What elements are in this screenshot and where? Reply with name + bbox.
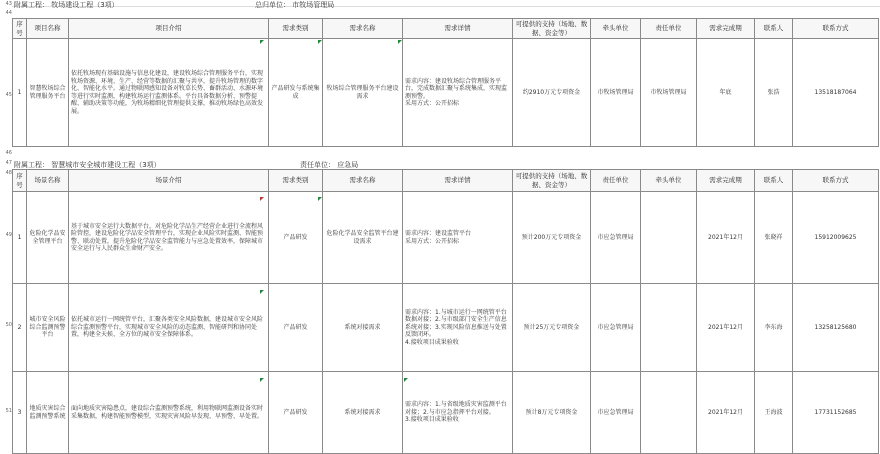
cell-support[interactable]: 预计25万元专项资金 xyxy=(513,284,591,372)
header-cell[interactable]: 牵头单位 xyxy=(641,170,697,192)
cell-name[interactable]: 智慧牧场综合管理服务平台 xyxy=(27,39,69,147)
cell-intro[interactable]: 基于城市安全运行大数据平台，对危险化学品生产经营企业进行全流程风险管控，建设危险化学品安全管理平台，实现企业风险实时监测、智能预警、联动处置，提升危险化学品安全监管能力与应急处置效率，保障城市安全运行与人民群众生命财产安全。 xyxy=(69,192,269,284)
cell-phone[interactable]: 13258125680 xyxy=(793,284,879,372)
header-cell[interactable]: 可提供的支持（场地、数据、资金等） xyxy=(513,170,591,192)
cell-deadline[interactable]: 2021年12月 xyxy=(697,372,755,454)
detail-line: 需求内容：建设监管平台 xyxy=(405,230,472,237)
cell-deadline[interactable]: 年底 xyxy=(697,39,755,147)
cell-detail[interactable] xyxy=(403,192,513,284)
header-cell[interactable]: 序号 xyxy=(13,19,27,39)
cell-support[interactable]: 预计8万元专项资金 xyxy=(513,372,591,454)
cell-name[interactable]: 地质灾害综合监测预警系统 xyxy=(27,372,69,454)
cell-phone[interactable]: 15912009625 xyxy=(793,192,879,284)
cell-contact[interactable]: 张浩 xyxy=(755,39,793,147)
cell-contact[interactable]: 王海波 xyxy=(755,372,793,454)
detail-line: 采用方式：公开招标 xyxy=(405,237,460,245)
cell-comment-marker[interactable] xyxy=(260,290,264,294)
cell-category[interactable]: 产品研发 xyxy=(269,284,323,372)
cell-comment-marker[interactable] xyxy=(404,378,408,382)
cell-req-name[interactable]: 系统对接需求 xyxy=(323,284,403,372)
header-cell[interactable]: 需求名称 xyxy=(323,19,403,39)
header-cell[interactable]: 需求详情 xyxy=(403,170,513,192)
header-cell[interactable]: 需求类别 xyxy=(269,19,323,39)
cell-resp[interactable]: 市应急管理局 xyxy=(591,192,641,284)
cell-req-name[interactable]: 系统对接需求 xyxy=(323,372,403,454)
header-row xyxy=(13,170,879,192)
row-number: 48 xyxy=(5,170,12,176)
cell-comment-marker[interactable] xyxy=(398,40,402,44)
detail-line: 需求内容：1.与省级地质灾害监测平台对接；2.与市应急指挥平台对接。 xyxy=(405,401,507,416)
table-row xyxy=(13,192,879,284)
cell-intro[interactable]: 面向地质灾害隐患点，建设综合监测预警系统，利用物联网监测设备实时采集数据，构建智能预警模型，实现灾害风险早发现、早预警、早处置。 xyxy=(69,372,269,454)
detail-line: 3.接收项目成果验收 xyxy=(405,416,459,424)
row-number: 43 xyxy=(5,1,12,7)
header-cell[interactable]: 场景名称 xyxy=(27,170,69,192)
header-cell[interactable]: 需求完成期 xyxy=(697,170,755,192)
table-row xyxy=(13,39,879,147)
cell-phone[interactable]: 17731152685 xyxy=(793,372,879,454)
section-title-top: 附属工程： 牧场建设工程（3项） xyxy=(14,1,119,9)
header-cell[interactable]: 需求名称 xyxy=(323,170,403,192)
cell-req-name[interactable]: 牧场综合管理服务平台建设需求 xyxy=(323,39,403,147)
cell-phone[interactable]: 13518187064 xyxy=(793,39,879,147)
section-unit-top: 总归单位： 市牧场管理局 xyxy=(255,1,335,9)
cell-comment-marker[interactable] xyxy=(318,197,322,201)
section-unit: 责任单位： 应急局 xyxy=(300,161,359,169)
row-number: 44 xyxy=(5,10,12,16)
cell-category[interactable]: 产品研发 xyxy=(269,192,323,284)
header-cell[interactable]: 序号 xyxy=(13,170,27,192)
row-number: 47 xyxy=(5,160,12,166)
cell-lead[interactable]: 市牧场管理局 xyxy=(591,39,641,147)
table-section-1 xyxy=(12,18,879,147)
header-cell[interactable]: 联系方式 xyxy=(793,19,879,39)
cell-comment-marker[interactable] xyxy=(318,40,322,44)
cell-seq[interactable]: 1 xyxy=(13,39,27,147)
cell-resp[interactable]: 市应急管理局 xyxy=(591,372,641,454)
cell-name[interactable]: 危险化学品安全管理平台 xyxy=(27,192,69,284)
cell-seq[interactable]: 2 xyxy=(13,284,27,372)
row-number: 45 xyxy=(5,92,12,98)
row-number: 49 xyxy=(5,232,12,238)
cell-category[interactable]: 产品研发 xyxy=(269,372,323,454)
table-row xyxy=(13,284,879,372)
cell-name[interactable]: 城市安全风险综合监测预警平台 xyxy=(27,284,69,372)
header-cell[interactable]: 责任单位 xyxy=(591,170,641,192)
cell-deadline[interactable]: 2021年12月 xyxy=(697,284,755,372)
header-row xyxy=(13,19,879,39)
cell-comment-marker[interactable] xyxy=(260,40,264,44)
header-cell[interactable]: 项目介绍 xyxy=(69,19,269,39)
header-cell[interactable]: 可提供的支持（场地、数据、资金等） xyxy=(513,19,591,39)
header-cell[interactable]: 需求完成期 xyxy=(697,19,755,39)
cell-lead[interactable] xyxy=(641,192,697,284)
row-number: 46 xyxy=(5,150,12,156)
cell-category[interactable]: 产品研发与系统集成 xyxy=(269,39,323,147)
cell-seq[interactable]: 1 xyxy=(13,192,27,284)
header-cell[interactable]: 联系人 xyxy=(755,19,793,39)
cell-req-name[interactable]: 危险化学品安全监管平台建设需求 xyxy=(323,192,403,284)
row-number: 51 xyxy=(5,408,12,414)
header-cell[interactable]: 场景介绍 xyxy=(69,170,269,192)
cell-resp[interactable]: 市应急管理局 xyxy=(591,284,641,372)
cell-detail[interactable] xyxy=(403,39,513,147)
cell-contact[interactable]: 张晓祥 xyxy=(755,192,793,284)
header-cell[interactable]: 联系人 xyxy=(755,170,793,192)
cell-seq[interactable]: 3 xyxy=(13,372,27,454)
cell-detail[interactable] xyxy=(403,372,513,454)
header-cell[interactable]: 责任单位 xyxy=(641,19,697,39)
header-cell[interactable]: 牵头单位 xyxy=(591,19,641,39)
cell-contact[interactable]: 李东海 xyxy=(755,284,793,372)
detail-line: 需求内容：1.与城市运行一网统管平台数据对接；2.与市级部门安全生产信息系统对接；3.实现风险信息推送与处置反馈闭环。 xyxy=(405,308,507,339)
cell-resp[interactable]: 市牧场管理局 xyxy=(641,39,697,147)
table-row xyxy=(13,372,879,454)
header-cell[interactable]: 联系方式 xyxy=(793,170,879,192)
cell-lead[interactable] xyxy=(641,284,697,372)
cell-comment-marker[interactable] xyxy=(260,378,264,382)
section-title: 附属工程： 智慧城市安全城市建设工程（3项） xyxy=(14,161,161,169)
cell-detail[interactable] xyxy=(403,284,513,372)
cell-lead[interactable] xyxy=(641,372,697,454)
cell-comment-marker[interactable] xyxy=(260,197,264,201)
frozen-top-border xyxy=(12,0,880,7)
detail-line: 需求内容：建设牧场综合管理服务平台，完成数据汇聚与系统集成，实现监测预警。 xyxy=(405,77,508,100)
header-cell[interactable]: 需求详情 xyxy=(403,19,513,39)
header-cell[interactable]: 项目名称 xyxy=(27,19,69,39)
cell-intro[interactable]: 依托城市运行一网统管平台，汇聚各类安全风险数据，建设城市安全风险综合监测预警平台，实现城市安全风险的动态监测、智能研判和协同处置，构建全天候、全方位的城市安全保障体系。 xyxy=(69,284,269,372)
cell-deadline[interactable]: 2021年12月 xyxy=(697,192,755,284)
row-number: 50 xyxy=(5,322,12,328)
cell-support[interactable]: 预计200万元专项资金 xyxy=(513,192,591,284)
detail-line: 采用方式：公开招标 xyxy=(405,100,460,107)
detail-line: 4.接收项目成果验收 xyxy=(405,338,459,346)
cell-support[interactable]: 约2910万元专项资金 xyxy=(513,39,591,147)
cell-intro[interactable]: 依托牧场现有基础设施与信息化建设，建设牧场综合管理服务平台，实现牧场资源、环境、生产、经营等数据的汇聚与共享，提升牧场管理的数字化、智能化水平。通过物联网感知设备对牧草长势、畜群活动、水源环境等进行实时监测，构建牧场运行监测体系。平台具备数据分析、预警提醒、辅助决策等功能，为牧场精细化管理提供支撑，推动牧场绿色高效发展。 xyxy=(69,39,269,147)
header-cell[interactable]: 需求类别 xyxy=(269,170,323,192)
table-section-2 xyxy=(12,169,879,454)
